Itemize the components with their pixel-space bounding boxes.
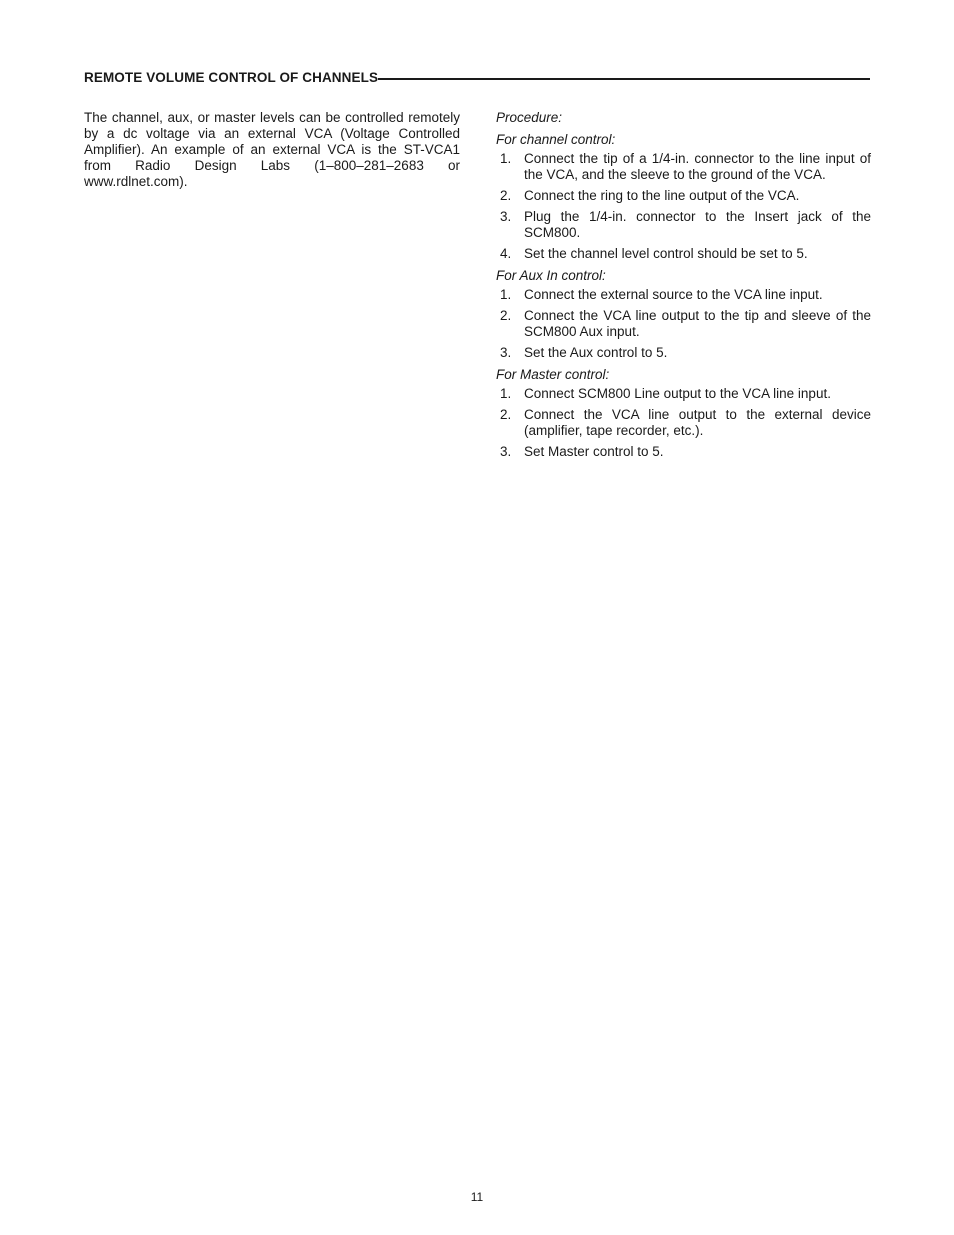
step-number: 1. [500, 287, 512, 302]
list-item [496, 345, 871, 361]
list-item [496, 151, 871, 183]
step-number: 3. [500, 444, 512, 459]
page-number: 11 [470, 1190, 484, 1204]
list-item [496, 209, 871, 241]
channel-control-label: For channel control: [496, 132, 616, 147]
channel-control-steps [496, 151, 871, 262]
step-number: 3. [500, 345, 512, 360]
step-text: Connect the tip of a 1/4-in. connector to the line input of the VCA, and the sleeve to the ground of the VCA. [524, 151, 871, 182]
step-text: Connect the external source to the VCA line input. [524, 287, 823, 302]
intro-column [84, 110, 460, 190]
step-text: Connect the VCA line output to the tip and sleeve of the SCM800 Aux input. [524, 308, 871, 339]
list-item [496, 308, 871, 340]
heading-rule [378, 78, 870, 80]
master-control-label: For Master control: [496, 367, 610, 382]
list-item [496, 188, 871, 204]
step-text: Set the channel level control should be set to 5. [524, 246, 808, 261]
step-number: 2. [500, 308, 512, 323]
procedure-label: Procedure: [496, 110, 563, 125]
list-item [496, 407, 871, 439]
step-number: 1. [500, 151, 512, 166]
step-text: Plug the 1/4-in. connector to the Insert jack of the SCM800. [524, 209, 871, 240]
aux-control-label: For Aux In control: [496, 268, 606, 283]
list-item [496, 386, 871, 402]
step-text: Set Master control to 5. [524, 444, 664, 459]
section-header [84, 68, 870, 88]
step-number: 1. [500, 386, 512, 401]
list-item [496, 287, 871, 303]
aux-control-steps [496, 287, 871, 361]
step-text: Connect the ring to the line output of the VCA. [524, 188, 800, 203]
step-number: 4. [500, 246, 512, 261]
section-title: REMOTE VOLUME CONTROL OF CHANNELS [84, 70, 379, 85]
procedure-column [496, 110, 871, 465]
intro-paragraph: The channel, aux, or master levels can be controlled remotely by a dc voltage via an external VCA (Voltage Controlled Amplifier). An example of an external VCA is the ST-VCA1 from Radio Design Labs (1–800–281–2683 or www.rdlnet.com). [84, 110, 460, 189]
step-text: Connect SCM800 Line output to the VCA line input. [524, 386, 831, 401]
step-number: 2. [500, 407, 512, 422]
step-number: 3. [500, 209, 512, 224]
master-control-steps [496, 386, 871, 460]
step-text: Set the Aux control to 5. [524, 345, 668, 360]
list-item [496, 444, 871, 460]
step-text: Connect the VCA line output to the external device (amplifier, tape recorder, etc.). [524, 407, 871, 438]
list-item [496, 246, 871, 262]
step-number: 2. [500, 188, 512, 203]
